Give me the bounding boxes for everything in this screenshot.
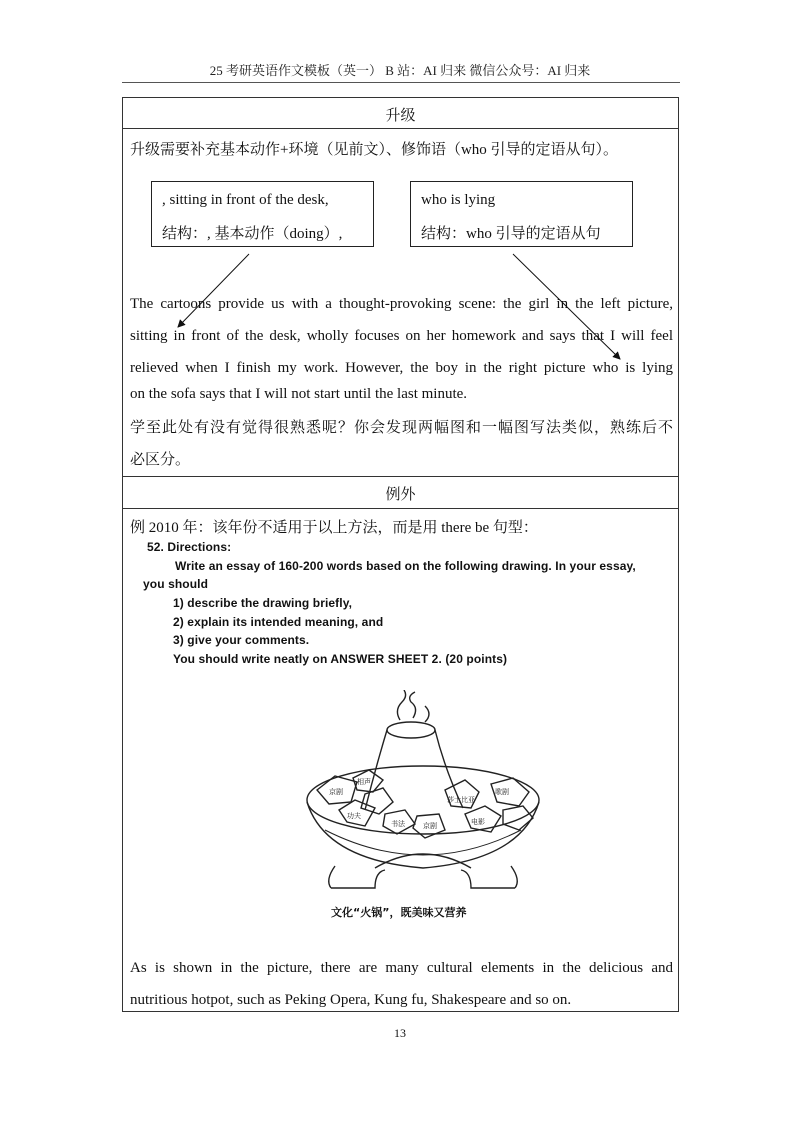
section-title-exception: 例外 [385,487,416,503]
note-line: 必区分。 [130,452,191,468]
hotpot-label: 电影 [471,818,485,826]
directions-final: You should write neatly on ANSWER SHEET 2. (20 points) [173,652,508,666]
directions-heading: 52. Directions: [147,540,232,554]
exception-paragraph [130,952,673,1016]
upgrade-paragraph [130,288,673,404]
hotpot-label: 莎士比亚 [447,796,475,804]
directions-line: you should [143,577,208,591]
paragraph-line: As is shown in the picture, there are many cultural elements in the delicious and [130,960,673,976]
paragraph-line: sitting in front of the desk, wholly focuses on her homework and says that I will feel [130,328,673,344]
hotpot-label: 歌剧 [495,788,509,796]
upgrade-note [130,412,673,476]
paragraph-line: on the sofa says that I will not start until the last minute. [130,386,468,402]
directions-line: Write an essay of 160-200 words based on the following drawing. In your essay, [175,559,636,573]
header-rule [122,82,680,83]
directions-item: 3) give your comments. [173,633,310,647]
exception-intro: 例 2010 年：该年份不适用于以上方法，而是用 there be 句型： [130,520,538,536]
box-right-line2: 结构：who 引导的定语从句 [421,226,601,242]
page-header: 25 考研英语作文模板（英一） B 站：AI 归来 微信公众号：AI 归来 [209,63,591,78]
hotpot-label: 书法 [391,820,405,828]
row-divider [123,508,678,509]
hotpot-drawing [295,690,555,890]
note-line: 学至此处有没有觉得很熟悉呢？你会发现两幅图和一幅图写法类似，熟练后不 [130,420,673,436]
paragraph-line: nutritious hotpot, such as Peking Opera, Kung fu, Shakespeare and so on. [130,992,572,1008]
section-title-upgrade: 升级 [385,108,416,124]
row-divider [123,476,678,477]
box-left-line2: 结构：, 基本动作（doing）, [162,226,343,242]
paragraph-line: relieved when I finish my work. However, the boy in the right picture who is lying [130,360,673,376]
paragraph-line: The cartoons provide us with a thought-provoking scene: the girl in the left picture, [130,296,673,312]
directions-item: 2) explain its intended meaning, and [173,615,384,629]
hotpot-label: 功夫 [347,812,361,820]
page-number: 13 [394,1026,406,1040]
upgrade-intro: 升级需要补充基本动作+环境（见前文）、修饰语（who 引导的定语从句）。 [130,142,619,158]
content-table [122,97,679,1012]
drawing-caption: 文化“火锅”，既美味又营养 [331,906,467,919]
hotpot-label: 相声 [357,778,371,786]
box-right-line1: who is lying [421,192,496,208]
hotpot-label: 京剧 [329,788,343,796]
box-left-line1: , sitting in front of the desk, [162,192,329,208]
hotpot-label: 京剧 [423,822,437,830]
directions-item: 1) describe the drawing briefly, [173,596,353,610]
